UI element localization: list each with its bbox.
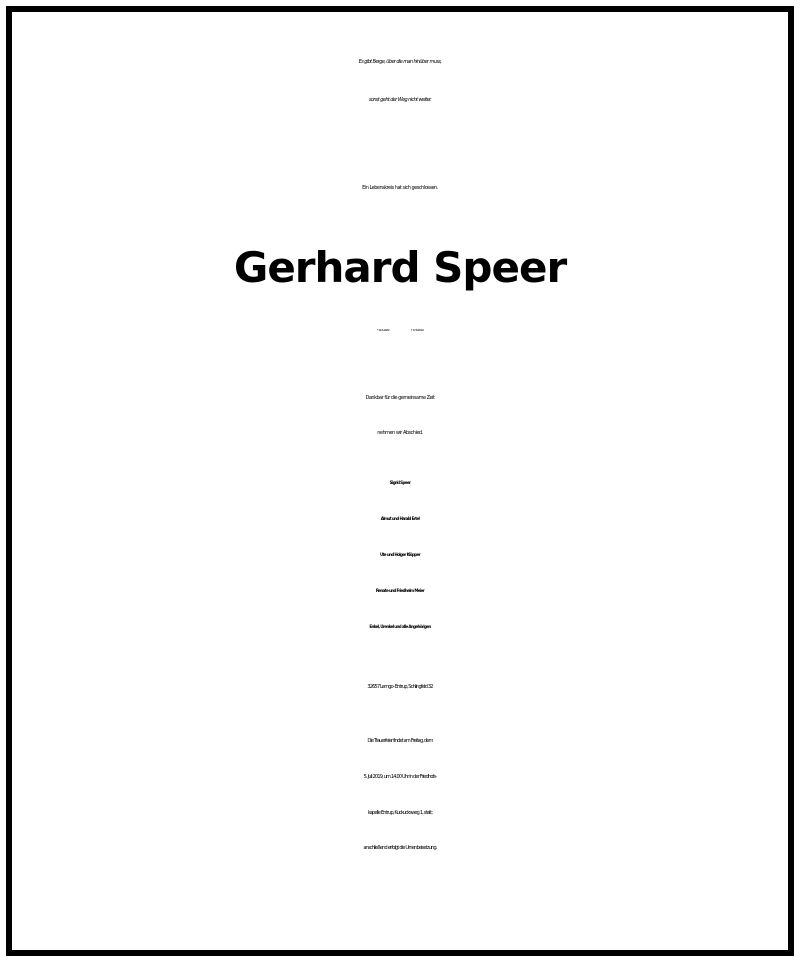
mourner-name: Enkel, Urenkel und alle Angehörigen [369, 624, 431, 629]
family-address: 32657 Lemgo- Entrup, Schlingfeld 32 [367, 684, 433, 690]
mourner-name: Renate und Friedhelm Meier [375, 588, 425, 593]
death-date: † 17.6.2019 [411, 328, 424, 332]
deceased-name: Gerhard Speer [233, 243, 567, 292]
life-dates [0, 329, 800, 332]
service-line-1: Die Trauerfeier findet am Freitag, dem [367, 738, 433, 744]
birth-date: * 11.6.1929 [376, 328, 389, 332]
service-line-2: 5. Juli 2019, um 14.00 Uhr in der Friedhofs- [363, 774, 437, 780]
intro-text: Ein Lebenskreis hat sich geschlossen. [362, 185, 438, 191]
service-line-4: anschließend erfolgt die Urnenbeisetzung. [363, 845, 437, 851]
farewell-line-1: Dankbar für die gemeinsame Zeit [365, 395, 435, 401]
farewell-line-2: nehmen wir Abschied. [377, 430, 423, 436]
service-line-3: kapelle Entrup, Kuckucksweg 1, statt; [367, 810, 433, 816]
mourner-name: Sigrid Speer [389, 480, 411, 485]
mourner-name: Almut und Harald Ertel [380, 516, 420, 521]
mourner-name: Ute und Holger Klöpper [379, 552, 421, 557]
quote-line-2: sonst geht der Weg nicht weiter. [368, 97, 432, 103]
quote-line-1: Es gibt Berge, über die man hinüber muss, [358, 59, 442, 65]
